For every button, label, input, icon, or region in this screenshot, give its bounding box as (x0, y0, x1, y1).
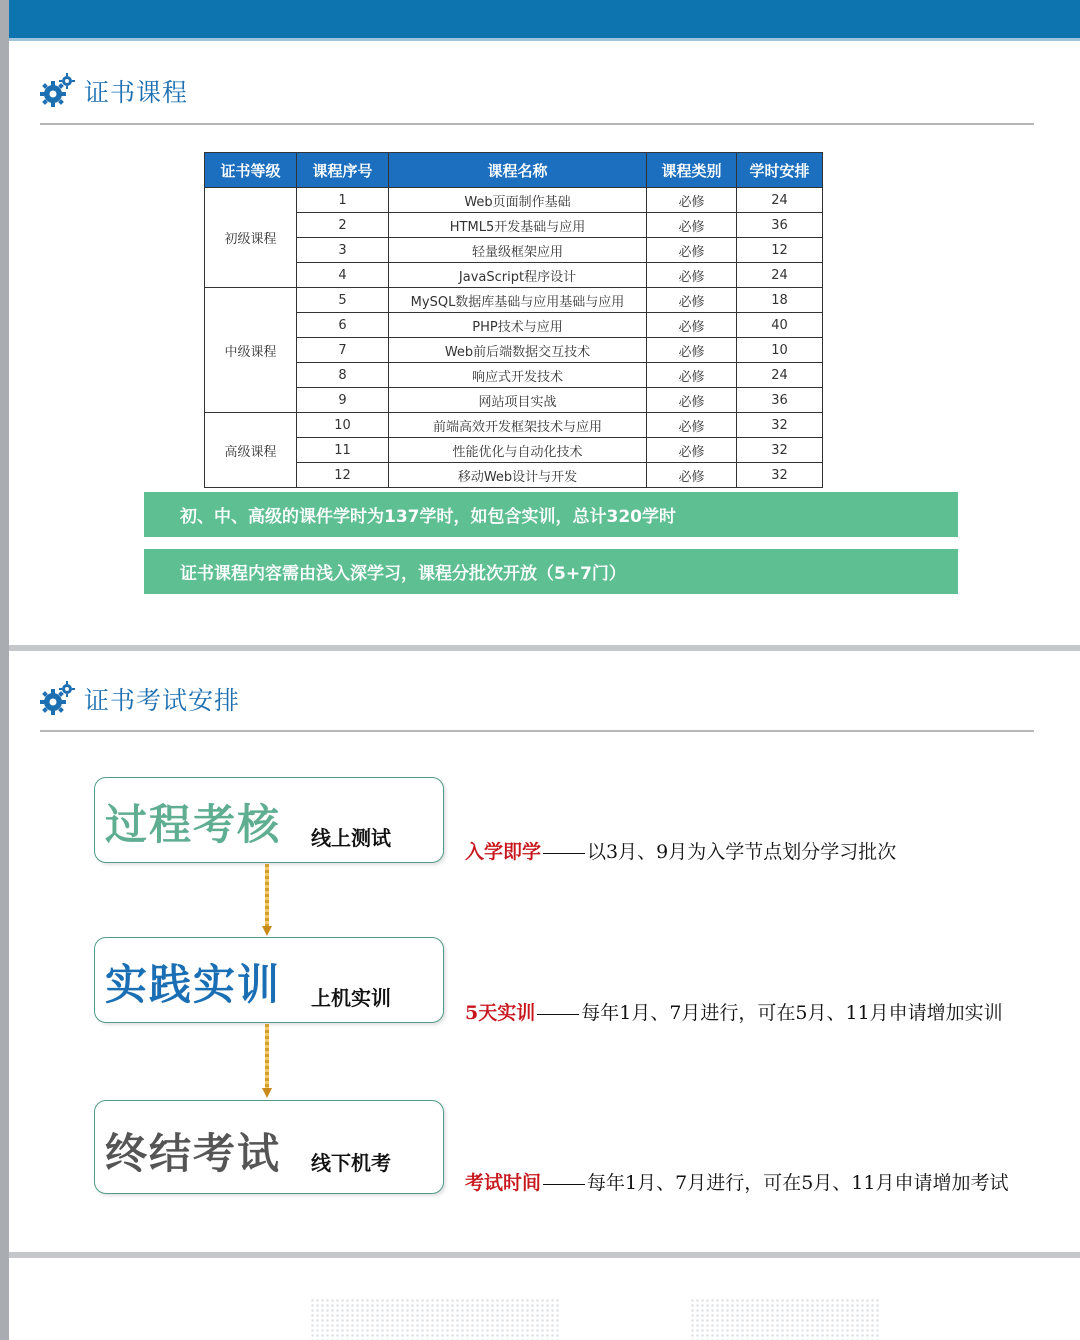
stage-description (465, 998, 1003, 1025)
course-name-cell: MySQL数据库基础与应用基础与应用 (389, 288, 647, 313)
course-type-cell: 必修 (647, 288, 737, 313)
course-name-cell: 网站项目实战 (389, 388, 647, 413)
column-header: 证书等级 (205, 153, 297, 188)
top-banner (9, 0, 1080, 38)
course-number-cell: 9 (297, 388, 389, 413)
level-cell: 中级课程 (205, 288, 297, 413)
top-banner-line (9, 38, 1080, 41)
table-row (205, 313, 823, 338)
course-hours-cell: 32 (737, 463, 823, 488)
course-hours-cell: 24 (737, 263, 823, 288)
section-divider (9, 1252, 1080, 1258)
course-name-cell: PHP技术与应用 (389, 313, 647, 338)
course-name-cell: Web页面制作基础 (389, 188, 647, 213)
course-number-cell: 4 (297, 263, 389, 288)
table-row (205, 463, 823, 488)
stage-description (465, 1168, 1008, 1195)
table-row (205, 363, 823, 388)
course-type-cell: 必修 (647, 338, 737, 363)
course-hours-cell: 36 (737, 388, 823, 413)
course-number-cell: 6 (297, 313, 389, 338)
course-hours-cell: 10 (737, 338, 823, 363)
stage-subtitle: 上机实训 (311, 986, 391, 1010)
section-header-exams (38, 680, 240, 718)
course-name-cell: JavaScript程序设计 (389, 263, 647, 288)
table-row (205, 413, 823, 438)
course-name-cell: 响应式开发技术 (389, 363, 647, 388)
course-number-cell: 12 (297, 463, 389, 488)
course-hours-cell: 12 (737, 238, 823, 263)
course-type-cell: 必修 (647, 413, 737, 438)
stage-title: 终结考试 (105, 1129, 282, 1178)
course-hours-cell: 24 (737, 363, 823, 388)
section-header-courses (38, 72, 188, 110)
course-number-cell: 7 (297, 338, 389, 363)
course-type-cell: 必修 (647, 213, 737, 238)
course-number-cell: 11 (297, 438, 389, 463)
stage-key: 入学即学 (465, 841, 542, 863)
course-name-cell: 轻量级框架应用 (389, 238, 647, 263)
gears-icon (38, 72, 76, 110)
stage-key: 考试时间 (465, 1172, 542, 1194)
table-row (205, 263, 823, 288)
course-name-cell: HTML5开发基础与应用 (389, 213, 647, 238)
column-header: 课程名称 (389, 153, 647, 188)
section-title: 证书课程 (84, 78, 189, 107)
course-type-cell: 必修 (647, 388, 737, 413)
section-underline (40, 730, 1034, 732)
stage-detail: 每年1月、7月进行，可在5月、11月申请增加考试 (587, 1172, 1009, 1194)
course-number-cell: 5 (297, 288, 389, 313)
course-type-cell: 必修 (647, 238, 737, 263)
column-header: 学时安排 (737, 153, 823, 188)
column-header: 课程序号 (297, 153, 389, 188)
course-hours-cell: 40 (737, 313, 823, 338)
level-cell: 初级课程 (205, 188, 297, 288)
down-arrow-icon (262, 864, 272, 936)
section-underline (40, 123, 1034, 125)
stage-card-practice (94, 937, 444, 1023)
course-hours-cell: 32 (737, 413, 823, 438)
table-row (205, 188, 823, 213)
table-row (205, 288, 823, 313)
world-map-decoration (690, 1298, 880, 1340)
table-row (205, 338, 823, 363)
stage-detail: 每年1月、7月进行，可在5月、11月申请增加实训 (581, 1002, 1003, 1024)
stage-title: 实践实训 (105, 960, 282, 1009)
stage-subtitle: 线下机考 (311, 1151, 391, 1175)
stage-description (465, 837, 896, 864)
course-hours-cell: 36 (737, 213, 823, 238)
column-header: 课程类别 (647, 153, 737, 188)
level-cell: 高级课程 (205, 413, 297, 488)
course-table (204, 152, 823, 488)
course-type-cell: 必修 (647, 313, 737, 338)
course-type-cell: 必修 (647, 263, 737, 288)
note-bar: 初、中、高级的课件学时为137学时，如包含实训，总计320学时 (144, 492, 958, 537)
stage-detail: 以3月、9月为入学节点划分学习批次 (587, 841, 897, 863)
stage-subtitle: 线上测试 (311, 826, 391, 850)
table-row (205, 388, 823, 413)
course-number-cell: 2 (297, 213, 389, 238)
course-name-cell: 性能优化与自动化技术 (389, 438, 647, 463)
section-divider (9, 645, 1080, 651)
table-row (205, 213, 823, 238)
course-hours-cell: 18 (737, 288, 823, 313)
course-name-cell: 移动Web设计与开发 (389, 463, 647, 488)
stage-title: 过程考核 (105, 800, 282, 849)
down-arrow-icon (262, 1024, 272, 1098)
world-map-decoration (310, 1298, 560, 1340)
course-name-cell: 前端高效开发框架技术与应用 (389, 413, 647, 438)
course-name-cell: Web前后端数据交互技术 (389, 338, 647, 363)
gears-icon (38, 680, 76, 718)
note-bar: 证书课程内容需由浅入深学习，课程分批次开放（5+7门） (144, 549, 958, 594)
course-type-cell: 必修 (647, 463, 737, 488)
section-title: 证书考试安排 (84, 686, 241, 715)
course-hours-cell: 24 (737, 188, 823, 213)
table-header-row (205, 153, 823, 188)
stage-key: 5天实训 (465, 1002, 536, 1024)
table-row (205, 238, 823, 263)
table-row (205, 438, 823, 463)
course-type-cell: 必修 (647, 363, 737, 388)
course-number-cell: 3 (297, 238, 389, 263)
stage-card-process (94, 777, 444, 863)
course-type-cell: 必修 (647, 438, 737, 463)
course-number-cell: 1 (297, 188, 389, 213)
left-border (0, 0, 9, 1340)
course-number-cell: 10 (297, 413, 389, 438)
course-hours-cell: 32 (737, 438, 823, 463)
course-number-cell: 8 (297, 363, 389, 388)
stage-card-final (94, 1100, 444, 1194)
course-type-cell: 必修 (647, 188, 737, 213)
